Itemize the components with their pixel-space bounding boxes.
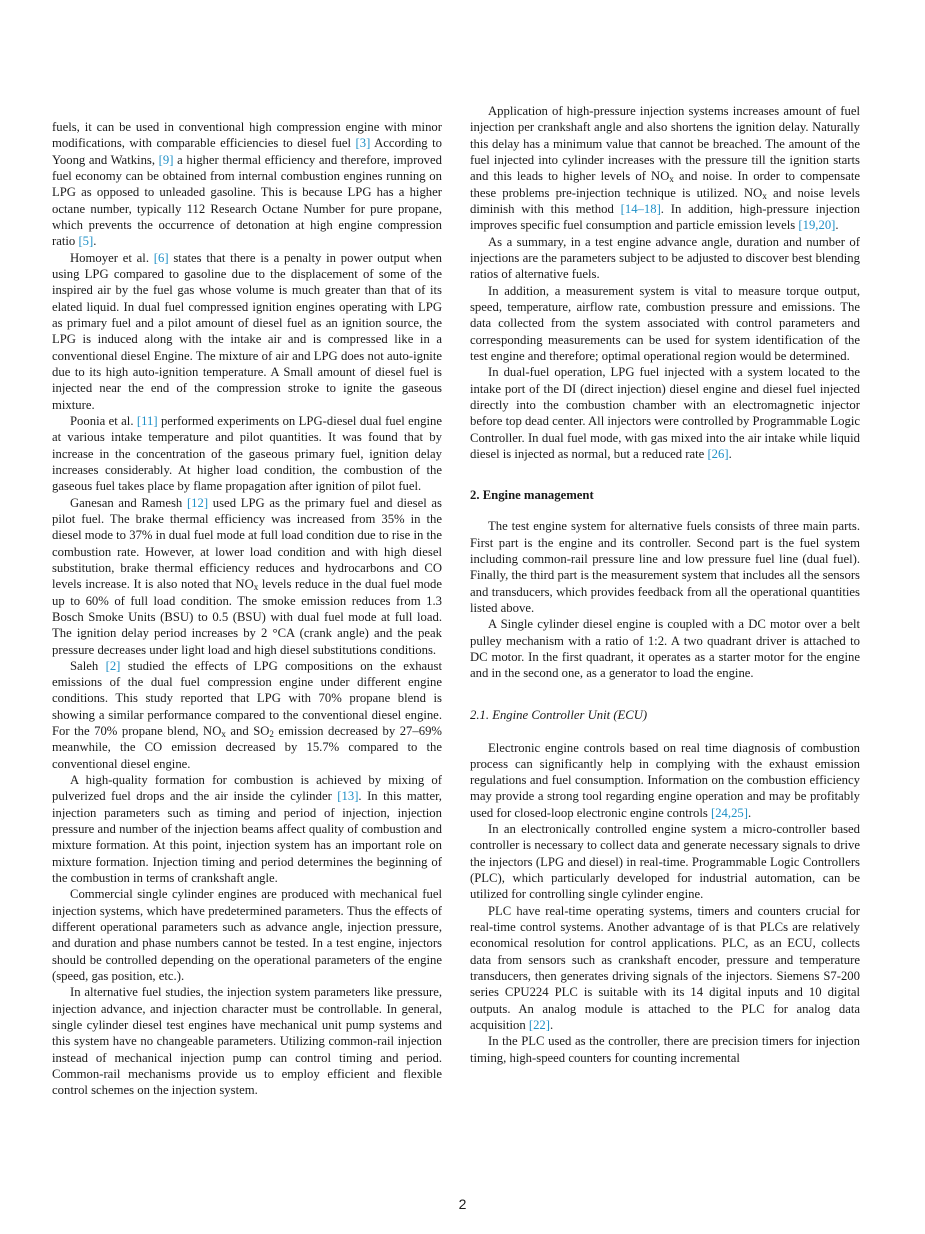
paragraph-text: .: [550, 1018, 554, 1033]
paragraph-text: In dual-fuel operation, LPG fuel injected with a system located to the intake port of the DI (direct injection) diesel engine and diesel fuel injected directly into the combustion chamber with an electromagnetic injector before top dead center. All injectors were controlled by Programmable Logic Controller. In dual fuel mode, with gas mixed into the air intake while liquid diesel is injected as normal, but a reduced rate: [470, 365, 861, 461]
paragraph-text: fuels, it can be used in conventional high compression engine with minor modifications, with comparable efficiencies to diesel fuel: [52, 120, 442, 151]
paragraph-text: According to Yoong and Watkins,: [52, 136, 443, 167]
paragraph-text: Application of high-pressure injection systems increases amount of fuel injection per crankshaft angle and also shortens the ignition delay. Naturally this delay has a minimum value that cannot be breached. The amount of the fuel injected into cylinder increases with the pressure till the ignition starts and this leads to higher levels of NO: [470, 104, 860, 184]
paragraph: [52, 886, 442, 984]
citation-link[interactable]: [6]: [153, 250, 169, 265]
citation-link[interactable]: [9]: [158, 152, 174, 167]
paragraph-text: As a summary, in a test engine advance angle, duration and number of injections are the parameters subject to be adjusted to discover best blending ratios of alternative fuels.: [470, 234, 860, 282]
subscript: 2: [269, 729, 274, 740]
citation-link[interactable]: [3]: [355, 136, 371, 151]
subscript: x: [669, 174, 674, 185]
paragraph: [52, 119, 442, 250]
paragraph: [470, 364, 860, 462]
paragraph-text: The test engine system for alternative fuels consists of three main parts. First part is the engine and its controller. Second part is the fuel system including common-rail pressure line and low pressure fuel line (dual fuel). Finally, the third part is the measurement system that includes all the sensors and transducers, which provides feedback from all the operational quantities listed above.: [470, 519, 860, 615]
subscript: x: [253, 582, 259, 593]
paragraph-text: .: [93, 234, 97, 249]
paragraph: [52, 772, 442, 886]
paragraph-text: In addition, a measurement system is vital to measure torque output, speed, temperature, airflow rate, combustion pressure and emissions. The data collected from the system associated with control parameters and corresponding measurements can be used for system identification of the test engine and therefore; optimal operational region would be determined.: [470, 283, 860, 363]
paragraph: [470, 518, 860, 616]
paragraph: [470, 616, 860, 681]
subsection-heading: 2.1. Engine Controller Unit (ECU): [470, 707, 648, 722]
paragraph-text: Saleh: [70, 658, 106, 673]
paragraph-text: . In this matter, injection parameters such as timing and period of injection, injection pressure and number of the injection beams affect quality of combustion and mixture formation. At this point, injection system has an important role on mixture formation. Injection timing and period determines the beginning of the combustion in terms of crankshaft angle.: [52, 789, 442, 886]
citation-link[interactable]: [19,20]: [798, 218, 836, 233]
paragraph-text: Poonia et al.: [70, 413, 137, 428]
paragraph: [470, 283, 860, 365]
paragraph-text: used LPG as the primary fuel and diesel as pilot fuel. The brake thermal efficiency was increased from 35% in the diesel mode to 37% in dual fuel mode at full load condition due to rise in the combustion rate. However, at lower load condition and with high diesel substitution, brake thermal efficiency reduces and hydrocarbons and CO levels increase. It is also noted that NO: [52, 495, 442, 592]
citation-link[interactable]: [14–18]: [620, 201, 661, 216]
paragraph-text: performed experiments on LPG-diesel dual fuel engine at various intake temperature and pilot quantities. It was found that by increase in the concentration of the gaseous primary fuel, ignition delay increases considerably. At higher load condition, the combustion of the gaseous fuel takes place by flame propagation after ignition of pilot fuel.: [52, 413, 442, 494]
citation-link[interactable]: [26]: [707, 446, 729, 461]
paragraph-text: states that there is a penalty in power output when using LPG compared to gasoline due to the displacement of some of the inspired air by the fuel gas whose volume is much greater than that of its elated liquid. In dual fuel compressed ignition engines operating with LPG as primary fuel and a pilot amount of diesel fuel as an ignition source, the LPG is induced along with the intake air and is compressed like in a conventional diesel Engine. The mixture of air and LPG does not auto-ignite due to its high auto-ignition temperature. A Small amount of diesel fuel is injected near the end of the compression stroke to ignite the gaseous mixture.: [52, 250, 442, 412]
paragraph: [470, 103, 860, 234]
right-intro: [470, 103, 860, 462]
citation-link[interactable]: [5]: [78, 234, 94, 249]
paragraph: [52, 658, 442, 772]
citation-link[interactable]: [13]: [337, 789, 359, 804]
paragraph-text: a higher thermal efficiency and therefore, improved fuel economy can be obtained from internal combustion engines running on LPG as opposed to unleaded gasoline. This is because LPG has a higher octane number, typically 112 Research Octane Number for pure propane, which prevents the occurrence of detonation at high engine compression ratio: [52, 152, 442, 249]
paragraph-text: A Single cylinder diesel engine is coupled with a DC motor over a belt pulley mechanism with a ratio of 1:2. A two quadrant driver is attached to DC motor. In the first quadrant, it operates as a starter motor for the engine and in the second one, as a generator to load the engine.: [470, 617, 860, 681]
paragraph-text: studied the effects of LPG compositions on the exhaust emissions of the dual fuel compression engine under different engine conditions. This study reported that LPG with 70% propane blend is showing a similar performance compared to the conventional diesel engine. For the 70% propane blend, NO: [52, 658, 442, 739]
paragraph: [52, 413, 442, 495]
right-column: [470, 103, 860, 1066]
section-body: [470, 518, 860, 681]
paragraph-text: and noise levels diminish with this method: [470, 185, 860, 216]
paragraph: [52, 495, 442, 658]
paragraph-text: . In addition, high-pressure injection improves specific fuel consumption and particle emission levels: [470, 201, 860, 233]
section-heading: 2. Engine management: [470, 488, 594, 503]
paragraph-text: Commercial single cylinder engines are produced with mechanical fuel injection systems, which have predetermined parameters. Thus the effects of different operational parameters such as advance angle, injection pressure, and duration and phase numbers cannot be tested. In a test engine, injectors should be controlled depending on the operational parameters of the engine (speed, gas position, etc.).: [52, 887, 442, 984]
paragraph: [470, 1033, 860, 1066]
subscript: x: [762, 190, 767, 201]
subscript: x: [221, 729, 226, 740]
paragraph-text: A high-quality formation for combustion is achieved by mixing of pulverized fuel drops and the air inside the cylinder: [52, 773, 442, 804]
paragraph: [470, 234, 860, 283]
paragraph: [470, 821, 860, 903]
citation-link[interactable]: [22]: [528, 1018, 550, 1033]
citation-link[interactable]: [12]: [186, 495, 209, 510]
paragraph-text: In alternative fuel studies, the injection system parameters like pressure, injection advance, and injection character must be controllable. In general, single cylinder diesel test engines have mechanical unit pump systems and this system have no changeable parameters. Utilizing common-rail injection instead of mechanical injection pump can control timing and period. Common-rail mechanisms provide us to employ efficient and flexible control schemes on the injection system.: [52, 985, 442, 1098]
paragraph: [470, 740, 860, 822]
paragraph-text: .: [835, 218, 839, 233]
paragraph-text: levels reduce in the dual fuel mode up to 60% of full load condition. The smoke emission reduces from 1.3 Bosch Smoke Units (BSU) to 0.5 (BSU) with dual fuel mode at full load. The ignition delay period increases by 2 °CA (crank angle) and the peak pressure decreases under light load and high diesel substitutions conditions.: [52, 577, 443, 657]
paragraph-text: .: [747, 805, 752, 820]
paragraph: [470, 903, 860, 1034]
paragraph-text: In an electronically controlled engine system a micro-controller based controller is necessary to collect data and generate necessary signals to drive the injectors (LPG and diesel) in real-time. Programmable Logic Controllers (PLC), which particularly developed for industrial automation, can be utilized for controlling single cylinder engine.: [470, 822, 860, 902]
paragraph-text: In the PLC used as the controller, there are precision timers for injection timing, high-speed counters for counting incremental: [470, 1034, 860, 1065]
paragraph: [52, 984, 442, 1098]
citation-link[interactable]: [2]: [105, 658, 121, 673]
paragraph-text: Ganesan and Ramesh: [70, 495, 187, 510]
paragraph-text: Electronic engine controls based on real time diagnosis of combustion process can significantly help in complying with the exhaust emission regulations and fuel consumption. Information on the combustion efficiency may provide a strong tool regarding engine operation and may be profitably used for closed-loop electronic engine controls: [470, 740, 860, 820]
left-column: [52, 119, 442, 1099]
paragraph-text: Homoyer et al.: [70, 250, 154, 265]
paragraph-text: and SO: [225, 724, 270, 739]
paragraph: [52, 250, 442, 413]
paragraph-text: PLC have real-time operating systems, timers and counters crucial for real-time control systems. Another advantage of is that PLCs are relatively economical resolution for control applications. PLC, as an ECU, collects data from sensors such as crankshaft encoder, pressure and temperature transducers, then generates driving signals of the injectors. Siemens S7-200 series CPU224 PLC is suitable with its 14 digital inputs and 10 digital outputs. An analog module is attached to the PLC for analog data acquisition: [470, 903, 860, 1033]
paragraph-text: and noise. In order to compensate these problems pre-injection technique is utilized. NO: [470, 169, 860, 200]
subsection-body: [470, 740, 860, 1067]
paragraph-text: .: [728, 446, 732, 461]
citation-link[interactable]: [24,25]: [710, 805, 748, 820]
paragraph-text: emission decreased by 27–69% meanwhile, the CO emission decreased by 15.7% compared to the conventional diesel engine.: [52, 724, 442, 771]
citation-link[interactable]: [11]: [136, 413, 158, 428]
page-number: 2: [458, 1196, 467, 1212]
